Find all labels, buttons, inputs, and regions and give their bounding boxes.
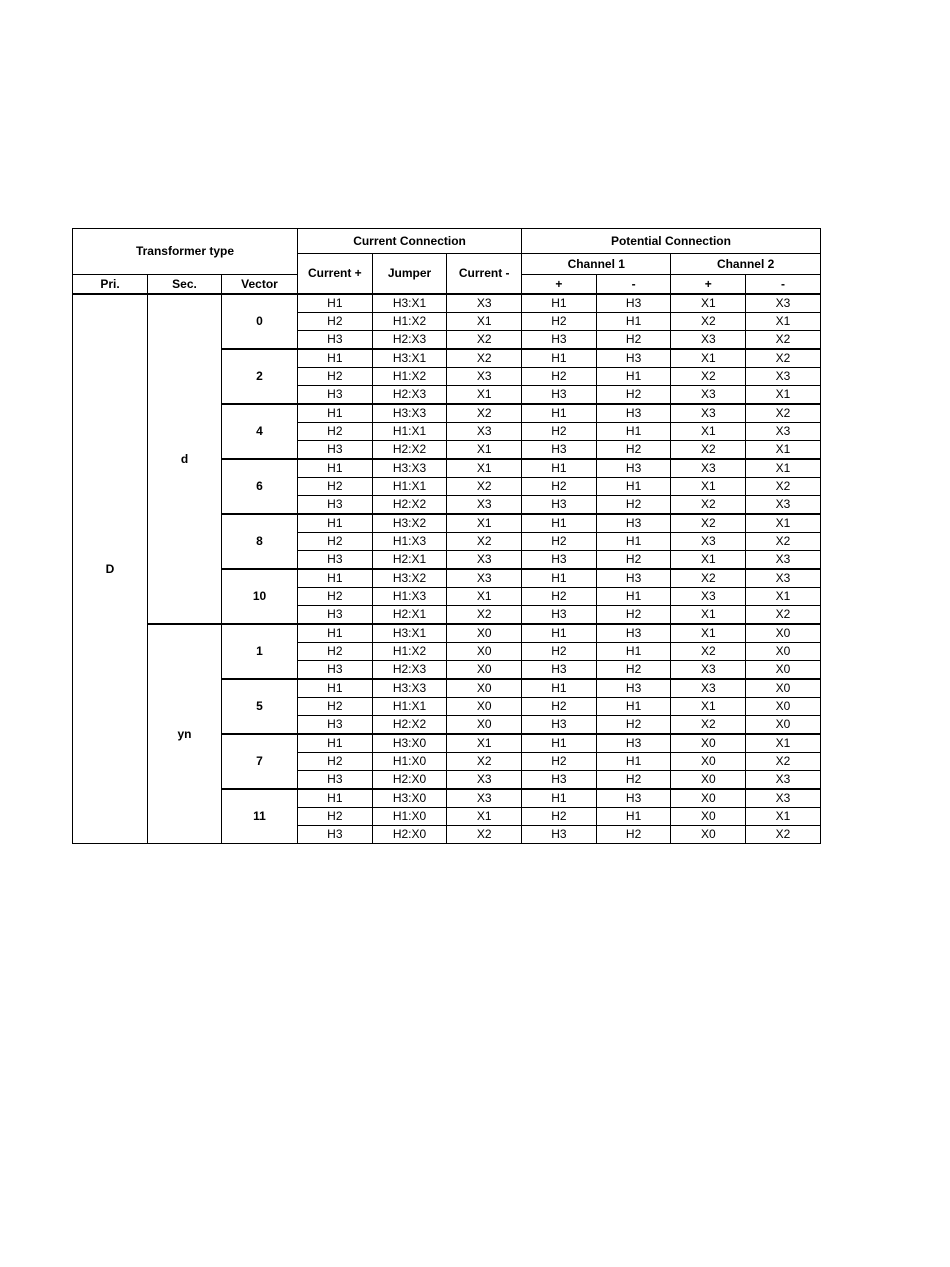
jumper-cell: H2:X2 [372,441,447,460]
current-plus-cell: H2 [298,533,373,551]
vector-cell: 6 [222,459,298,514]
channel-1-plus-cell: H3 [522,606,597,625]
channel-2-minus-cell: X3 [746,368,821,386]
channel-2-plus-cell: X2 [671,496,746,515]
jumper-cell: H2:X3 [372,386,447,405]
current-plus-header: Current + [298,254,373,295]
current-minus-cell: X3 [447,496,522,515]
channel-1-plus-cell: H1 [522,294,597,313]
jumper-cell: H1:X1 [372,698,447,716]
channel-2-minus-cell: X1 [746,588,821,606]
current-plus-cell: H1 [298,294,373,313]
current-minus-cell: X2 [447,606,522,625]
channel-1-plus-cell: H2 [522,368,597,386]
channel-1-minus-cell: H1 [596,478,671,496]
channel-1-plus-cell: H3 [522,496,597,515]
current-minus-cell: X3 [447,771,522,790]
channel-1-plus-cell: H3 [522,551,597,570]
current-minus-cell: X3 [447,423,522,441]
current-plus-cell: H1 [298,789,373,808]
channel-1-header: Channel 1 [522,254,671,275]
channel-1-plus-cell: H2 [522,588,597,606]
current-minus-cell: X0 [447,679,522,698]
jumper-cell: H1:X0 [372,753,447,771]
channel-2-minus-cell: X2 [746,404,821,423]
channel-1-plus-cell: H3 [522,386,597,405]
vector-cell: 1 [222,624,298,679]
channel-1-plus-cell: H2 [522,753,597,771]
current-minus-cell: X3 [447,569,522,588]
channel-1-plus-cell: H1 [522,514,597,533]
vector-cell: 11 [222,789,298,844]
channel-2-plus-cell: X1 [671,624,746,643]
jumper-cell: H1:X2 [372,643,447,661]
channel-2-plus-cell: X2 [671,643,746,661]
channel-1-minus-cell: H1 [596,643,671,661]
channel-2-minus-cell: X1 [746,808,821,826]
jumper-cell: H1:X3 [372,588,447,606]
channel-2-plus-cell: X0 [671,771,746,790]
channel-1-minus-cell: H3 [596,294,671,313]
jumper-header: Jumper [372,254,447,295]
current-minus-cell: X2 [447,753,522,771]
channel-1-minus-cell: H1 [596,753,671,771]
channel-1-minus-cell: H2 [596,661,671,680]
current-plus-cell: H3 [298,716,373,735]
channel-2-minus-cell: X3 [746,423,821,441]
channel-2-minus-cell: X3 [746,294,821,313]
channel-2-minus-cell: X2 [746,533,821,551]
sec-header: Sec. [148,275,222,295]
current-plus-cell: H3 [298,496,373,515]
current-plus-cell: H3 [298,441,373,460]
channel-1-minus-cell: H2 [596,826,671,844]
channel-1-plus-cell: H1 [522,624,597,643]
channel-1-plus-cell: H3 [522,331,597,350]
channel-2-minus-cell: X2 [746,331,821,350]
current-plus-cell: H3 [298,826,373,844]
channel-1-plus-cell: H2 [522,698,597,716]
channel-2-plus-cell: X1 [671,551,746,570]
vector-cell: 7 [222,734,298,789]
channel-2-minus-cell: X0 [746,624,821,643]
channel-1-minus-cell: H3 [596,459,671,478]
channel-2-plus-cell: X2 [671,368,746,386]
current-minus-cell: X3 [447,551,522,570]
channel-2-minus-cell: X2 [746,753,821,771]
jumper-cell: H1:X2 [372,313,447,331]
channel-2-plus-cell: X3 [671,588,746,606]
channel-1-minus-cell: H2 [596,771,671,790]
vector-cell: 0 [222,294,298,349]
channel-1-minus-cell: H1 [596,313,671,331]
current-minus-cell: X1 [447,808,522,826]
jumper-cell: H3:X2 [372,514,447,533]
channel-1-plus-cell: H3 [522,771,597,790]
channel-2-plus-cell: X0 [671,734,746,753]
channel-2-plus-cell: X3 [671,404,746,423]
jumper-cell: H2:X1 [372,551,447,570]
current-minus-cell: X3 [447,368,522,386]
channel-2-minus-cell: X2 [746,478,821,496]
channel-2-plus-cell: X0 [671,826,746,844]
channel-1-plus-cell: H1 [522,789,597,808]
current-minus-cell: X0 [447,624,522,643]
channel-2-plus-cell: X3 [671,533,746,551]
channel-1-plus-cell: H2 [522,478,597,496]
jumper-cell: H3:X3 [372,679,447,698]
current-plus-cell: H3 [298,551,373,570]
current-minus-cell: X0 [447,643,522,661]
current-plus-cell: H2 [298,423,373,441]
channel-1-plus-cell: H1 [522,459,597,478]
channel-1-plus-cell: H3 [522,441,597,460]
jumper-cell: H2:X0 [372,826,447,844]
channel-1-minus-cell: H2 [596,716,671,735]
channel-2-minus-cell: X3 [746,496,821,515]
channel-2-header: Channel 2 [671,254,820,275]
channel-1-minus-cell: H3 [596,514,671,533]
channel-2-minus-cell: X2 [746,826,821,844]
vector-cell: 10 [222,569,298,624]
current-plus-cell: H2 [298,313,373,331]
channel-1-minus-cell: H1 [596,698,671,716]
channel-2-minus-cell: X3 [746,569,821,588]
jumper-cell: H1:X1 [372,423,447,441]
channel-2-minus-cell: X1 [746,441,821,460]
table-header [73,229,821,295]
channel-2-plus-cell: X3 [671,459,746,478]
channel-2-plus-cell: X2 [671,313,746,331]
jumper-cell: H2:X3 [372,661,447,680]
channel-2-plus-cell: X1 [671,606,746,625]
current-minus-cell: X2 [447,331,522,350]
channel-1-minus-cell: H3 [596,569,671,588]
channel-2-minus-cell: X1 [746,459,821,478]
current-minus-cell: X1 [447,459,522,478]
channel-1-minus-cell: H1 [596,808,671,826]
current-minus-cell: X3 [447,294,522,313]
current-plus-cell: H1 [298,349,373,368]
channel-1-minus-cell: H1 [596,588,671,606]
vector-cell: 5 [222,679,298,734]
current-plus-cell: H2 [298,808,373,826]
channel-1-plus-cell: H3 [522,716,597,735]
current-minus-cell: X2 [447,533,522,551]
channel-1-minus-cell: H2 [596,331,671,350]
channel-1-minus-cell: H3 [596,624,671,643]
channel-2-minus-cell: X1 [746,386,821,405]
jumper-cell: H3:X0 [372,734,447,753]
channel-1-plus-cell: H2 [522,808,597,826]
channel-1-plus-cell: H1 [522,734,597,753]
channel-1-plus-cell: H2 [522,313,597,331]
channel-1-minus-cell: H3 [596,679,671,698]
jumper-cell: H2:X2 [372,716,447,735]
current-plus-cell: H1 [298,734,373,753]
current-minus-cell: X1 [447,313,522,331]
channel-2-plus-cell: X2 [671,569,746,588]
jumper-cell: H3:X1 [372,349,447,368]
current-plus-cell: H2 [298,588,373,606]
channel-1-plus-cell: H2 [522,533,597,551]
channel-2-minus-cell: X1 [746,734,821,753]
current-minus-cell: X0 [447,698,522,716]
jumper-cell: H2:X0 [372,771,447,790]
channel-2-plus-cell: X2 [671,441,746,460]
potential-connection-header: Potential Connection [522,229,821,254]
channel-1-minus-cell: H3 [596,349,671,368]
jumper-cell: H1:X1 [372,478,447,496]
channel-2-minus-cell: X0 [746,643,821,661]
channel-1-plus-cell: H2 [522,643,597,661]
channel-1-minus-cell: H3 [596,789,671,808]
channel-1-minus-cell: H1 [596,368,671,386]
channel-1-plus-cell: H1 [522,404,597,423]
transformer-wiring-table [72,228,821,844]
channel-1-minus-cell: H2 [596,386,671,405]
pri-cell: D [73,294,148,844]
channel-2-plus-cell: X1 [671,349,746,368]
jumper-cell: H3:X1 [372,294,447,313]
channel-2-minus-cell: X0 [746,698,821,716]
channel-1-minus-cell: H1 [596,423,671,441]
channel-2-minus-cell: X2 [746,606,821,625]
current-plus-cell: H2 [298,698,373,716]
channel-1-plus-cell: H3 [522,826,597,844]
pri-header: Pri. [73,275,148,295]
channel-2-minus-cell: X0 [746,679,821,698]
channel-2-minus-cell: X0 [746,716,821,735]
channel-2-plus-cell: X0 [671,808,746,826]
current-plus-cell: H3 [298,661,373,680]
channel-1-minus-cell: H2 [596,606,671,625]
current-plus-cell: H2 [298,368,373,386]
channel-2-plus-cell: X3 [671,331,746,350]
current-plus-cell: H3 [298,606,373,625]
current-minus-cell: X0 [447,661,522,680]
channel-1-minus-cell: H2 [596,496,671,515]
jumper-cell: H3:X3 [372,404,447,423]
table-row [73,624,821,643]
jumper-cell: H2:X2 [372,496,447,515]
jumper-cell: H1:X3 [372,533,447,551]
current-plus-cell: H2 [298,753,373,771]
vector-cell: 4 [222,404,298,459]
current-minus-cell: X1 [447,734,522,753]
jumper-cell: H3:X3 [372,459,447,478]
channel-2-plus-cell: X0 [671,789,746,808]
channel-1-plus-cell: H1 [522,569,597,588]
current-minus-cell: X2 [447,826,522,844]
current-minus-cell: X1 [447,441,522,460]
current-plus-cell: H2 [298,643,373,661]
current-plus-cell: H1 [298,404,373,423]
current-plus-cell: H1 [298,679,373,698]
channel-2-minus-cell: X3 [746,789,821,808]
jumper-cell: H1:X2 [372,368,447,386]
jumper-cell: H3:X1 [372,624,447,643]
channel-2-minus-cell: X1 [746,313,821,331]
channel-2-plus-cell: X2 [671,716,746,735]
channel-1-minus-cell: H2 [596,551,671,570]
current-minus-cell: X1 [447,588,522,606]
current-plus-cell: H1 [298,569,373,588]
channel-1-plus-cell: H3 [522,661,597,680]
channel-2-plus-cell: X1 [671,294,746,313]
jumper-cell: H3:X0 [372,789,447,808]
channel-2-plus-cell: X1 [671,478,746,496]
channel-1-minus-cell: H3 [596,734,671,753]
vector-cell: 2 [222,349,298,404]
channel-1-plus-cell: H1 [522,349,597,368]
channel-1-plus-cell: H2 [522,423,597,441]
current-minus-header: Current - [447,254,522,295]
channel-2-plus-cell: X1 [671,698,746,716]
channel-2-minus-cell: X3 [746,551,821,570]
channel-2-plus-cell: X2 [671,514,746,533]
channel-1-plus-cell: H1 [522,679,597,698]
channel-1-minus-cell: H3 [596,404,671,423]
current-minus-cell: X2 [447,478,522,496]
jumper-cell: H1:X0 [372,808,447,826]
channel-2-plus-cell: X1 [671,423,746,441]
channel-2-minus-header: - [746,275,821,295]
channel-1-plus-header: + [522,275,597,295]
jumper-cell: H3:X2 [372,569,447,588]
channel-2-plus-cell: X3 [671,679,746,698]
channel-1-minus-cell: H1 [596,533,671,551]
channel-2-minus-cell: X0 [746,661,821,680]
current-minus-cell: X1 [447,514,522,533]
current-minus-cell: X3 [447,789,522,808]
channel-1-minus-cell: H2 [596,441,671,460]
sec-cell: d [148,294,222,624]
current-minus-cell: X2 [447,404,522,423]
vector-header: Vector [222,275,298,295]
current-plus-cell: H1 [298,624,373,643]
jumper-cell: H2:X3 [372,331,447,350]
current-plus-cell: H1 [298,459,373,478]
jumper-cell: H2:X1 [372,606,447,625]
channel-2-minus-cell: X2 [746,349,821,368]
table-body [73,294,821,844]
channel-2-minus-cell: X3 [746,771,821,790]
current-minus-cell: X0 [447,716,522,735]
channel-2-minus-cell: X1 [746,514,821,533]
channel-2-plus-cell: X3 [671,386,746,405]
current-plus-cell: H3 [298,771,373,790]
channel-2-plus-cell: X3 [671,661,746,680]
current-plus-cell: H3 [298,331,373,350]
current-minus-cell: X1 [447,386,522,405]
current-minus-cell: X2 [447,349,522,368]
vector-cell: 8 [222,514,298,569]
channel-1-minus-header: - [596,275,671,295]
current-plus-cell: H1 [298,514,373,533]
sec-cell: yn [148,624,222,844]
current-connection-header: Current Connection [298,229,522,254]
channel-2-plus-cell: X0 [671,753,746,771]
channel-2-plus-header: + [671,275,746,295]
table-row [73,294,821,313]
current-plus-cell: H3 [298,386,373,405]
current-plus-cell: H2 [298,478,373,496]
transformer-type-header: Transformer type [73,229,298,275]
